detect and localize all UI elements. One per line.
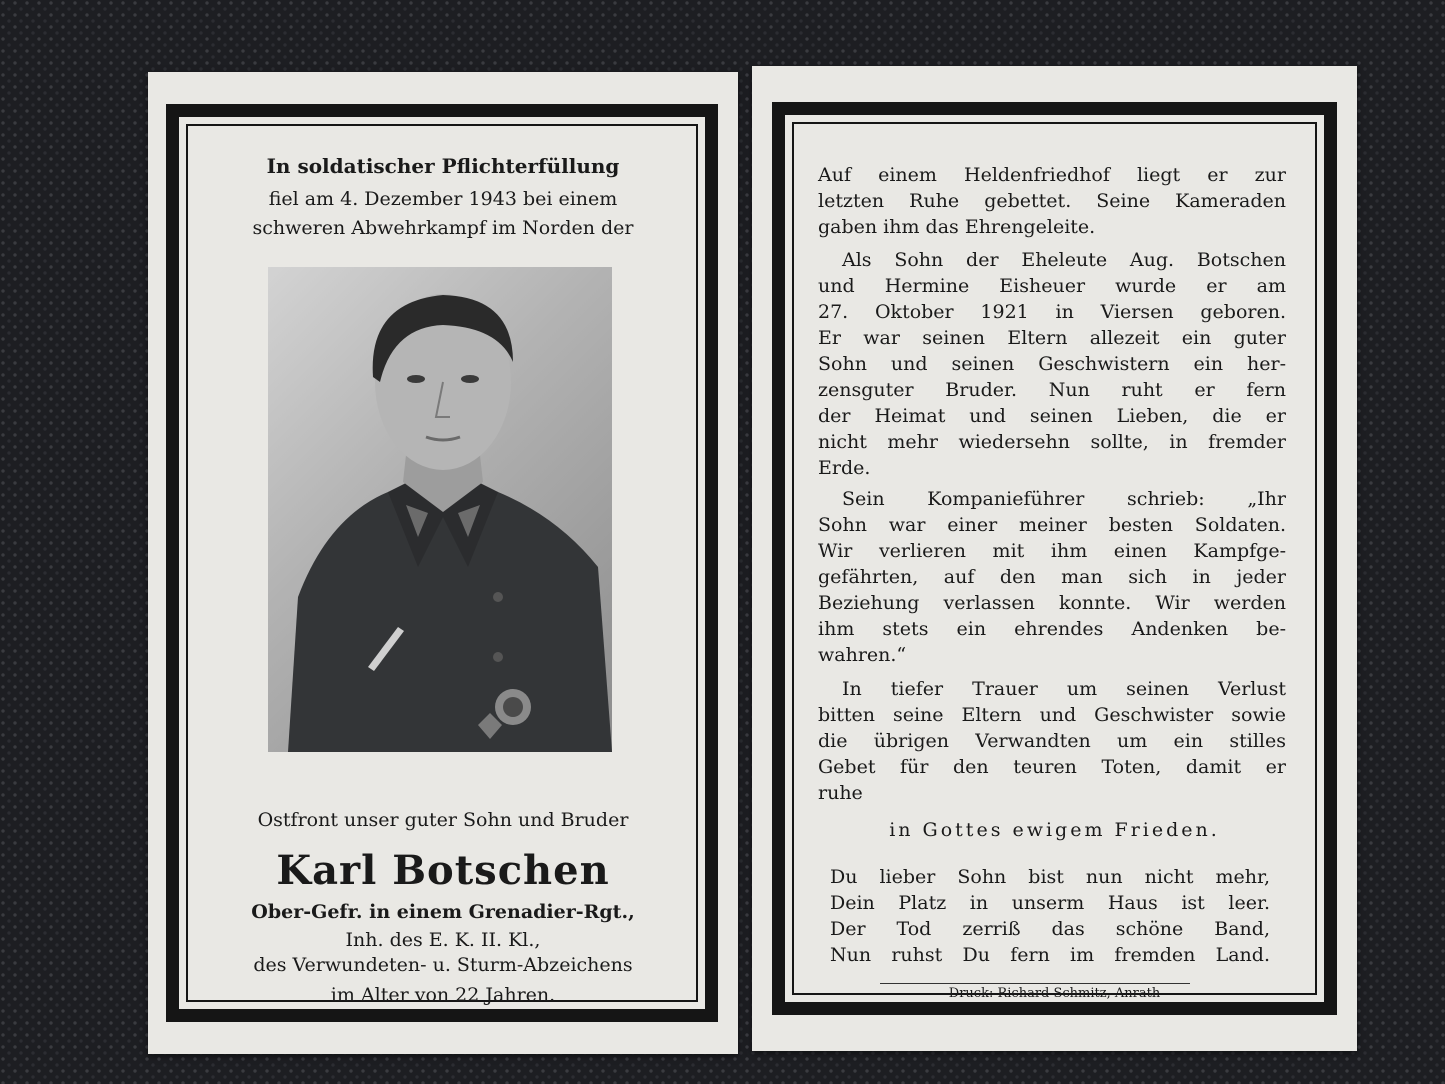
paragraph-line: letzten Ruhe gebettet. Seine Kameraden: [818, 190, 1286, 212]
intro-line: schweren Abwehrkampf im Norden der: [252, 217, 634, 239]
paragraph-line: Erde.: [818, 457, 871, 479]
paragraph-line: Als Sohn der Eheleute Aug. Botschen: [842, 249, 1286, 271]
paragraph-line: Beziehung verlassen konnte. Wir werden: [818, 592, 1286, 614]
intro-line: fiel am 4. Dezember 1943 bei einem: [268, 188, 618, 210]
printer-credit: Druck: Richard Schmitz, Anrath: [948, 986, 1161, 1001]
age-line: im Alter von 22 Jahren.: [330, 984, 556, 1006]
verse-line: Der Tod zerriß das schöne Band,: [830, 918, 1270, 940]
paragraph-line: Er war seinen Eltern allezeit ein guter: [818, 327, 1286, 349]
left-card: [148, 72, 738, 1054]
paragraph-line: bitten seine Eltern und Geschwister sowie: [818, 704, 1286, 726]
paragraph-line: der Heimat und seinen Lieben, die er: [818, 405, 1286, 427]
paragraph-line: Gebet für den teuren Toten, damit er: [818, 756, 1286, 778]
rank-line: Ober-Gefr. in einem Grenadier-Rgt.,: [251, 901, 635, 923]
after-photo-line: Ostfront unser guter Sohn und Bruder: [257, 809, 629, 831]
verse-line: Dein Platz in unserm Haus ist leer.: [830, 892, 1270, 914]
paragraph-line: nicht mehr wiedersehn sollte, in fremder: [818, 431, 1286, 453]
paragraph-line: die übrigen Verwandten um ein stilles: [818, 730, 1286, 752]
soldier-portrait-photo: [268, 267, 612, 752]
verse-line: Du lieber Sohn bist nun nicht mehr,: [830, 866, 1270, 888]
printer-divider: [880, 983, 1190, 984]
award-line: Inh. des E. K. II. Kl.,: [345, 929, 541, 951]
verse-line: Nun ruhst Du fern im fremden Land.: [830, 944, 1270, 966]
paragraph-line: Sohn und seinen Geschwistern ein her-: [818, 353, 1286, 375]
paragraph-line: Sein Kompanieführer schrieb: „Ihr: [842, 488, 1286, 510]
heading: In soldatischer Pflichterfüllung: [266, 154, 620, 178]
paragraph-line: In tiefer Trauer um seinen Verlust: [842, 678, 1286, 700]
paragraph-line: und Hermine Eisheuer wurde er am: [818, 275, 1286, 297]
paragraph-line: Auf einem Heldenfriedhof liegt er zur: [818, 164, 1286, 186]
paragraph-line: 27. Oktober 1921 in Viersen geboren.: [818, 301, 1286, 323]
paragraph-line: zensguter Bruder. Nun ruht er fern: [818, 379, 1286, 401]
right-card: [752, 66, 1357, 1051]
paragraph-line: ihm stets ein ehrendes Andenken be-: [818, 618, 1286, 640]
paragraph-line: Wir verlieren mit ihm einen Kampfge-: [818, 540, 1286, 562]
paragraph-line: gefährten, auf den man sich in jeder: [818, 566, 1286, 588]
paragraph-line: gaben ihm das Ehrengeleite.: [818, 216, 1096, 238]
closing-line: in Gottes ewigem Frieden.: [889, 819, 1220, 841]
award-line: des Verwundeten- u. Sturm-Abzeichens: [253, 954, 633, 976]
paragraph-line: Sohn war einer meiner besten Soldaten.: [818, 514, 1286, 536]
paragraph-line: ruhe: [818, 782, 863, 804]
paragraph-line: wahren.“: [818, 644, 907, 666]
deceased-name: Karl Botschen: [276, 847, 610, 894]
